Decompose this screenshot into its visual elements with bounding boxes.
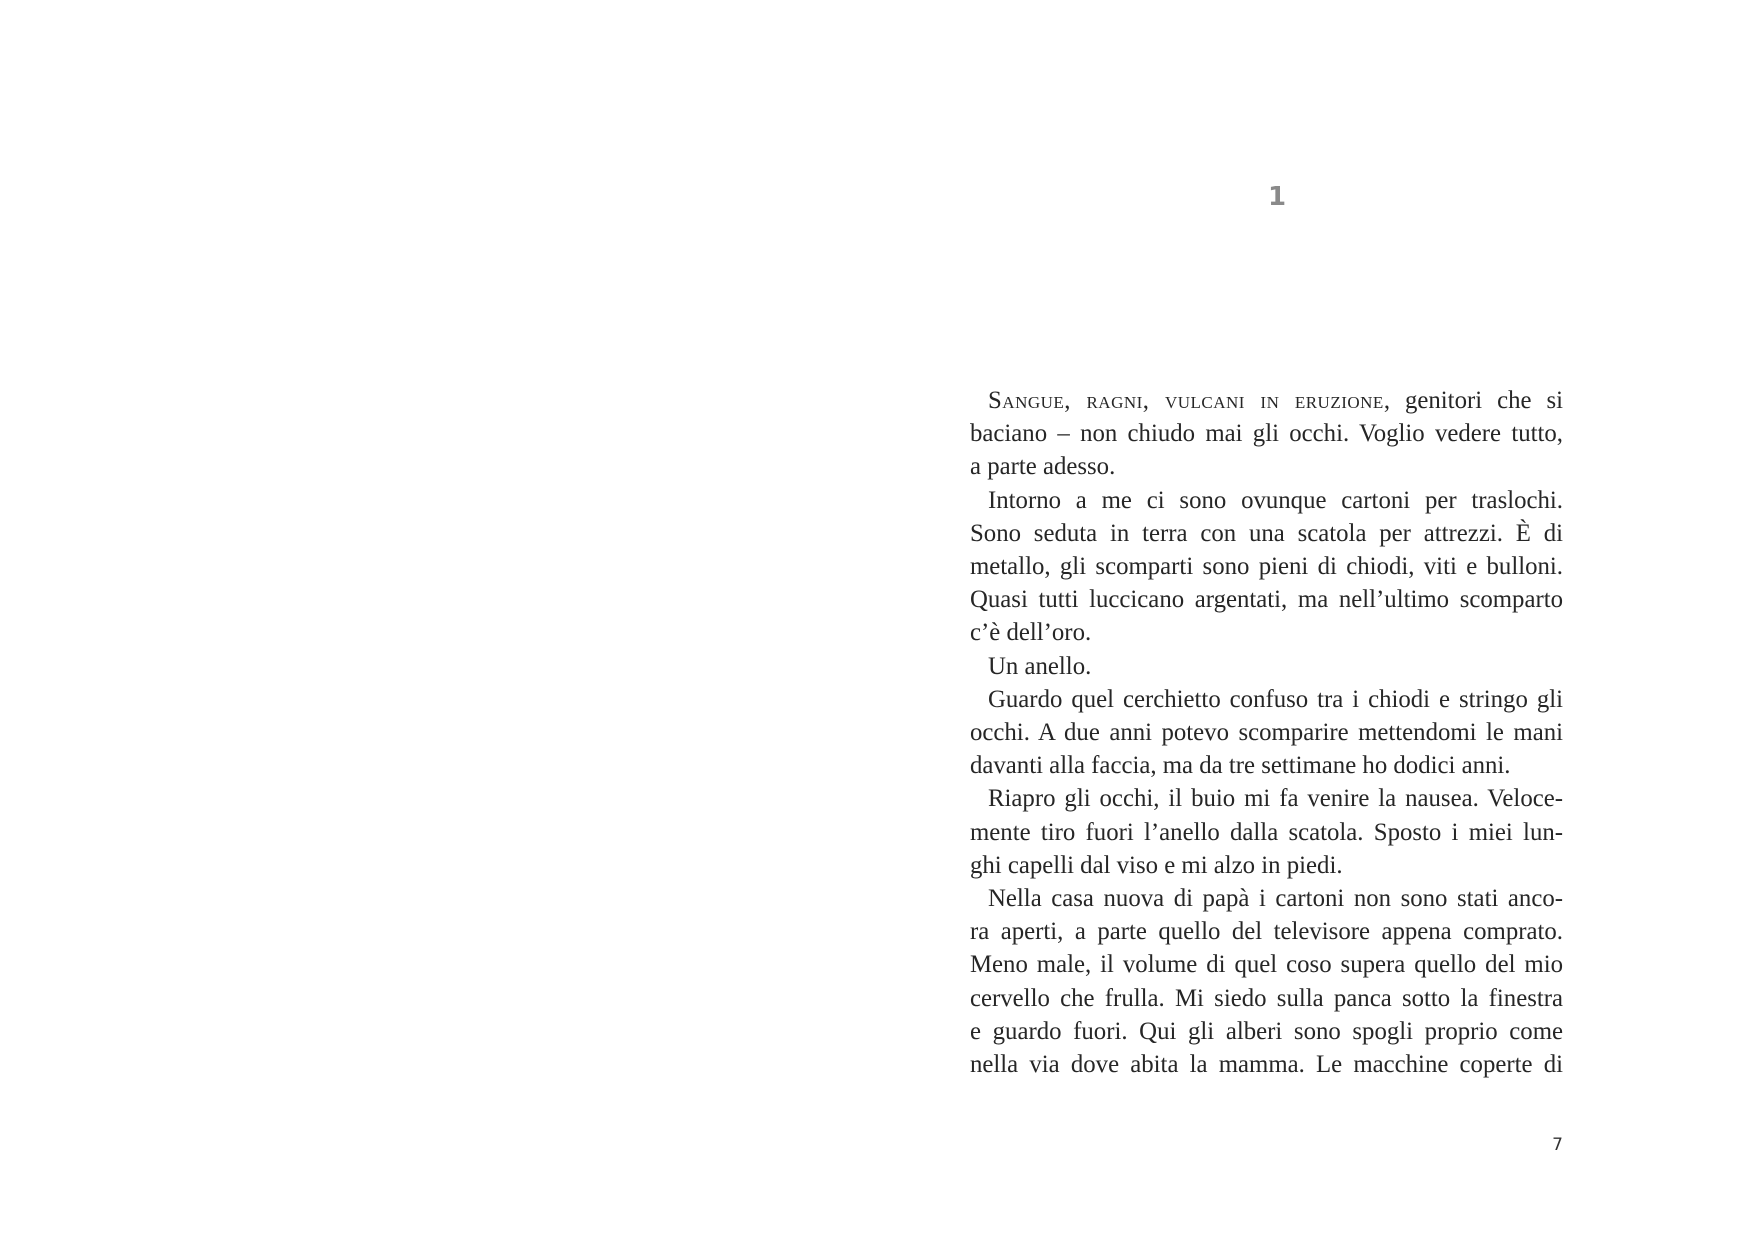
text-line: Meno male, il volume di quel coso supera quello del mio (970, 951, 1563, 979)
text-line: metallo, gli scomparti sono pieni di chiodi, viti e bulloni. (970, 553, 1563, 581)
text-line: Sono seduta in terra con una scatola per attrezzi. È di (970, 519, 1563, 547)
text-line: Quasi tutti luccicano argentati, ma nell’ultimo scomparto (970, 586, 1563, 614)
text-line: Un anello. (988, 652, 1092, 680)
text-line: nella via dove abita la mamma. Le macchine coperte di (970, 1051, 1563, 1079)
text-line: Nella casa nuova di papà i cartoni non sono stati anco- (988, 885, 1563, 913)
text-line: e guardo fuori. Qui gli alberi sono spogli proprio come (970, 1017, 1563, 1045)
text-line: a parte adesso. (970, 453, 1116, 481)
text-line: Guardo quel cerchietto confuso tra i chiodi e stringo gli (988, 685, 1563, 713)
text-line: occhi. A due anni potevo scomparire mettendomi le mani (970, 719, 1563, 747)
text-line: davanti alla faccia, ma da tre settimane ho dodici anni. (970, 752, 1511, 780)
text-line: cervello che frulla. Mi siedo sulla panca sotto la finestra (970, 984, 1563, 1012)
text-lines (970, 417, 1563, 1081)
text-line: baciano – non chiudo mai gli occhi. Voglio vedere tutto, (970, 420, 1563, 448)
right-page (877, 0, 1755, 1241)
opening-smallcaps: Sangue, ragni, vulcani in eruzione (988, 387, 1384, 414)
page-number: 7 (1552, 1135, 1563, 1155)
text-line: c’è dell’oro. (970, 619, 1092, 647)
text-line-opening (970, 384, 1563, 417)
text-line: ra aperti, a parte quello del televisore appena comprato. (970, 918, 1563, 946)
body-text (970, 384, 1563, 1081)
text-line: Intorno a me ci sono ovunque cartoni per traslochi. (988, 486, 1563, 514)
text-line: Riapro gli occhi, il buio mi fa venire la nausea. Veloce- (988, 785, 1563, 813)
left-page-blank (0, 0, 877, 1241)
text-line: mente tiro fuori l’anello dalla scatola. Sposto i miei lun- (970, 818, 1563, 846)
chapter-number: 1 (1267, 182, 1287, 212)
text-line: ghi capelli dal viso e mi alzo in piedi. (970, 851, 1343, 879)
opening-rest: , genitori che si (1383, 387, 1563, 414)
